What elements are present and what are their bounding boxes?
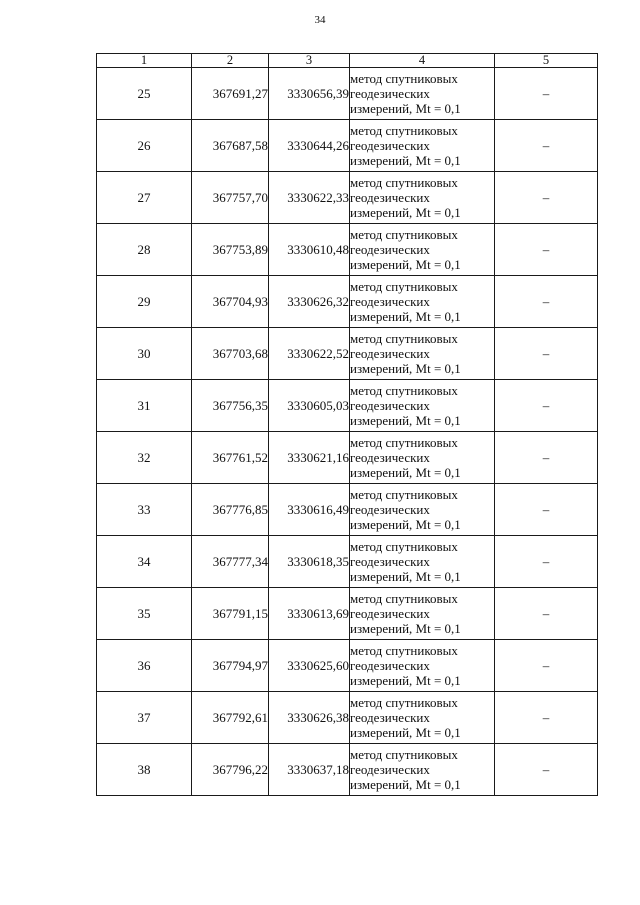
determination-method bbox=[350, 432, 495, 484]
table-row bbox=[97, 120, 598, 172]
point-number: 30 bbox=[97, 328, 192, 380]
method-line: измерений, Mt = 0,1 bbox=[350, 309, 461, 324]
point-description: – bbox=[495, 536, 598, 588]
determination-method bbox=[350, 692, 495, 744]
method-line: геодезических bbox=[350, 762, 430, 777]
determination-method bbox=[350, 536, 495, 588]
point-description: – bbox=[495, 380, 598, 432]
method-line: геодезических bbox=[350, 450, 430, 465]
point-description: – bbox=[495, 744, 598, 796]
method-line: метод спутниковых bbox=[350, 279, 458, 294]
determination-method bbox=[350, 120, 495, 172]
method-line: метод спутниковых bbox=[350, 331, 458, 346]
coordinate-y: 3330626,38 bbox=[269, 692, 350, 744]
header-cell: 1 bbox=[97, 54, 192, 68]
coordinate-y: 3330622,52 bbox=[269, 328, 350, 380]
header-cell: 2 bbox=[192, 54, 269, 68]
method-line: измерений, Mt = 0,1 bbox=[350, 361, 461, 376]
point-description: – bbox=[495, 640, 598, 692]
coordinates-table bbox=[96, 53, 598, 796]
point-description: – bbox=[495, 68, 598, 120]
method-line: измерений, Mt = 0,1 bbox=[350, 725, 461, 740]
method-line: геодезических bbox=[350, 554, 430, 569]
method-line: измерений, Mt = 0,1 bbox=[350, 777, 461, 792]
point-number: 32 bbox=[97, 432, 192, 484]
method-line: метод спутниковых bbox=[350, 591, 458, 606]
method-line: метод спутниковых bbox=[350, 383, 458, 398]
header-cell: 4 bbox=[350, 54, 495, 68]
point-number: 25 bbox=[97, 68, 192, 120]
method-line: метод спутниковых bbox=[350, 123, 458, 138]
method-line: метод спутниковых bbox=[350, 227, 458, 242]
point-description: – bbox=[495, 276, 598, 328]
point-description: – bbox=[495, 692, 598, 744]
determination-method bbox=[350, 588, 495, 640]
method-line: измерений, Mt = 0,1 bbox=[350, 413, 461, 428]
determination-method bbox=[350, 640, 495, 692]
table-row bbox=[97, 640, 598, 692]
point-number: 35 bbox=[97, 588, 192, 640]
coordinate-x: 367691,27 bbox=[192, 68, 269, 120]
method-line: метод спутниковых bbox=[350, 435, 458, 450]
table-row bbox=[97, 692, 598, 744]
method-line: метод спутниковых bbox=[350, 175, 458, 190]
point-number: 34 bbox=[97, 536, 192, 588]
table-row bbox=[97, 744, 598, 796]
method-line: измерений, Mt = 0,1 bbox=[350, 465, 461, 480]
determination-method bbox=[350, 276, 495, 328]
point-number: 27 bbox=[97, 172, 192, 224]
coordinate-y: 3330605,03 bbox=[269, 380, 350, 432]
point-description: – bbox=[495, 224, 598, 276]
point-description: – bbox=[495, 172, 598, 224]
coordinate-x: 367791,15 bbox=[192, 588, 269, 640]
table-row bbox=[97, 276, 598, 328]
determination-method bbox=[350, 224, 495, 276]
determination-method bbox=[350, 744, 495, 796]
method-line: метод спутниковых bbox=[350, 747, 458, 762]
point-description: – bbox=[495, 432, 598, 484]
coordinate-x: 367757,70 bbox=[192, 172, 269, 224]
coordinate-x: 367756,35 bbox=[192, 380, 269, 432]
method-line: измерений, Mt = 0,1 bbox=[350, 673, 461, 688]
coordinate-y: 3330656,39 bbox=[269, 68, 350, 120]
method-line: геодезических bbox=[350, 86, 430, 101]
table-row bbox=[97, 588, 598, 640]
point-number: 37 bbox=[97, 692, 192, 744]
coordinate-x: 367704,93 bbox=[192, 276, 269, 328]
coordinate-y: 3330610,48 bbox=[269, 224, 350, 276]
page-number: 34 bbox=[314, 14, 326, 26]
method-line: метод спутниковых bbox=[350, 539, 458, 554]
table-row bbox=[97, 432, 598, 484]
method-line: геодезических bbox=[350, 138, 430, 153]
method-line: геодезических bbox=[350, 346, 430, 361]
determination-method bbox=[350, 380, 495, 432]
method-line: измерений, Mt = 0,1 bbox=[350, 101, 461, 116]
point-number: 36 bbox=[97, 640, 192, 692]
coordinate-y: 3330618,35 bbox=[269, 536, 350, 588]
method-line: измерений, Mt = 0,1 bbox=[350, 569, 461, 584]
coordinate-x: 367761,52 bbox=[192, 432, 269, 484]
point-description: – bbox=[495, 328, 598, 380]
point-number: 29 bbox=[97, 276, 192, 328]
table-row bbox=[97, 380, 598, 432]
point-description: – bbox=[495, 588, 598, 640]
method-line: метод спутниковых bbox=[350, 71, 458, 86]
table-row bbox=[97, 224, 598, 276]
method-line: измерений, Mt = 0,1 bbox=[350, 205, 461, 220]
coordinate-x: 367796,22 bbox=[192, 744, 269, 796]
method-line: геодезических bbox=[350, 294, 430, 309]
coordinate-y: 3330613,69 bbox=[269, 588, 350, 640]
determination-method bbox=[350, 484, 495, 536]
coordinate-x: 367703,68 bbox=[192, 328, 269, 380]
table-row bbox=[97, 536, 598, 588]
method-line: геодезических bbox=[350, 190, 430, 205]
point-number: 31 bbox=[97, 380, 192, 432]
coordinate-y: 3330637,18 bbox=[269, 744, 350, 796]
coordinate-y: 3330644,26 bbox=[269, 120, 350, 172]
coordinate-y: 3330616,49 bbox=[269, 484, 350, 536]
header-cell: 5 bbox=[495, 54, 598, 68]
point-description: – bbox=[495, 484, 598, 536]
method-line: геодезических bbox=[350, 710, 430, 725]
table-row bbox=[97, 484, 598, 536]
method-line: измерений, Mt = 0,1 bbox=[350, 517, 461, 532]
coordinate-x: 367777,34 bbox=[192, 536, 269, 588]
table-row bbox=[97, 172, 598, 224]
determination-method bbox=[350, 68, 495, 120]
header-cell: 3 bbox=[269, 54, 350, 68]
method-line: измерений, Mt = 0,1 bbox=[350, 257, 461, 272]
method-line: метод спутниковых bbox=[350, 643, 458, 658]
method-line: геодезических bbox=[350, 606, 430, 621]
table-row bbox=[97, 328, 598, 380]
coordinate-x: 367753,89 bbox=[192, 224, 269, 276]
method-line: метод спутниковых bbox=[350, 487, 458, 502]
point-number: 26 bbox=[97, 120, 192, 172]
method-line: измерений, Mt = 0,1 bbox=[350, 621, 461, 636]
coordinate-x: 367776,85 bbox=[192, 484, 269, 536]
point-number: 38 bbox=[97, 744, 192, 796]
table-header-row bbox=[97, 54, 598, 68]
determination-method bbox=[350, 172, 495, 224]
coordinate-y: 3330622,33 bbox=[269, 172, 350, 224]
coordinate-x: 367687,58 bbox=[192, 120, 269, 172]
point-description: – bbox=[495, 120, 598, 172]
table-body bbox=[97, 68, 598, 796]
method-line: геодезических bbox=[350, 658, 430, 673]
method-line: геодезических bbox=[350, 242, 430, 257]
point-number: 33 bbox=[97, 484, 192, 536]
coordinate-y: 3330621,16 bbox=[269, 432, 350, 484]
point-number: 28 bbox=[97, 224, 192, 276]
coordinate-y: 3330625,60 bbox=[269, 640, 350, 692]
table-row bbox=[97, 68, 598, 120]
method-line: метод спутниковых bbox=[350, 695, 458, 710]
method-line: измерений, Mt = 0,1 bbox=[350, 153, 461, 168]
method-line: геодезических bbox=[350, 398, 430, 413]
method-line: геодезических bbox=[350, 502, 430, 517]
coordinate-y: 3330626,32 bbox=[269, 276, 350, 328]
coordinate-x: 367792,61 bbox=[192, 692, 269, 744]
determination-method bbox=[350, 328, 495, 380]
coordinate-x: 367794,97 bbox=[192, 640, 269, 692]
